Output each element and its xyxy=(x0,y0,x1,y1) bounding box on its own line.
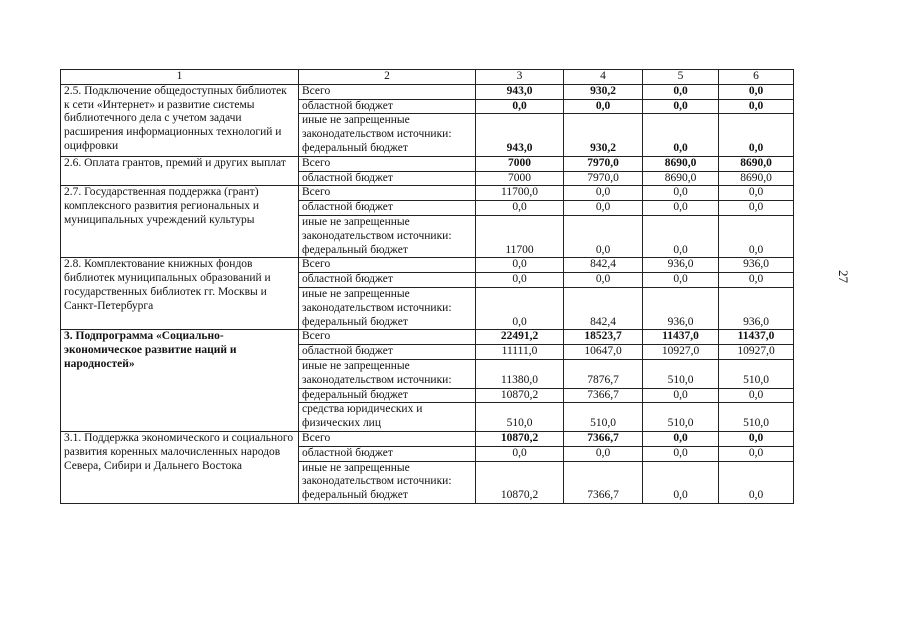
funding-source-line: областной бюджет xyxy=(302,446,393,459)
amount-cell: 0,0 xyxy=(476,446,564,461)
funding-source-line: областной бюджет xyxy=(302,201,393,214)
amount-cell: 0,0 xyxy=(719,388,794,403)
amount-cell: 510,0 xyxy=(643,359,719,388)
funding-source xyxy=(299,84,476,99)
amount-cell: 0,0 xyxy=(719,215,794,257)
amount-cell: 0,0 xyxy=(643,461,719,503)
funding-source xyxy=(299,388,476,403)
amount-cell: 7000 xyxy=(476,171,564,186)
amount-cell: 0,0 xyxy=(476,99,564,114)
header-cell: 3 xyxy=(476,70,564,85)
measure-name: 2.5. Подключение общедоступных библиотек к сети «Интернет» и развитие системы библиотечного дела с учетом задачи расширения информационных технологий и оцифровки xyxy=(61,84,299,156)
amount-cell: 10647,0 xyxy=(564,345,643,360)
funding-source-line: Всего xyxy=(302,431,331,444)
amount-cell: 510,0 xyxy=(719,359,794,388)
table-row xyxy=(61,258,794,273)
table-row xyxy=(61,186,794,201)
amount-cell: 510,0 xyxy=(564,403,643,432)
funding-source xyxy=(299,431,476,446)
amount-cell: 7366,7 xyxy=(564,388,643,403)
amount-cell: 842,4 xyxy=(564,287,643,329)
amount-cell: 0,0 xyxy=(643,431,719,446)
amount-cell: 943,0 xyxy=(476,84,564,99)
amount-cell: 510,0 xyxy=(719,403,794,432)
table-row xyxy=(61,156,794,171)
funding-source-line: федеральный бюджет xyxy=(302,388,408,401)
measure-name: 2.6. Оплата грантов, премий и других выплат xyxy=(61,156,299,186)
amount-cell: 510,0 xyxy=(476,403,564,432)
amount-cell: 0,0 xyxy=(643,388,719,403)
funding-source xyxy=(299,330,476,345)
amount-cell: 7366,7 xyxy=(564,461,643,503)
funding-source-line: иные не запрещенные xyxy=(302,461,410,474)
funding-source xyxy=(299,171,476,186)
amount-cell: 7366,7 xyxy=(564,431,643,446)
amount-cell: 936,0 xyxy=(643,258,719,273)
amount-cell: 0,0 xyxy=(643,186,719,201)
table-row xyxy=(61,330,794,345)
amount-cell: 0,0 xyxy=(719,84,794,99)
measure-name: 2.8. Комплектование книжных фондов библиотек муниципальных образований и государственных библиотек гг. Москвы и Санкт-Петербурга xyxy=(61,258,299,330)
amount-cell: 0,0 xyxy=(564,215,643,257)
amount-cell: 7876,7 xyxy=(564,359,643,388)
amount-cell: 0,0 xyxy=(719,446,794,461)
amount-cell: 0,0 xyxy=(643,215,719,257)
amount-cell: 0,0 xyxy=(564,186,643,201)
measure-name: 3. Подпрограмма «Социально-экономическое развитие наций и народностей» xyxy=(61,330,299,432)
amount-cell: 10927,0 xyxy=(643,345,719,360)
funding-source xyxy=(299,461,476,503)
funding-source xyxy=(299,156,476,171)
header-cell: 5 xyxy=(643,70,719,85)
funding-source-line: областной бюджет xyxy=(302,171,393,184)
funding-source xyxy=(299,345,476,360)
funding-source-line: законодательством источники: xyxy=(302,373,452,386)
amount-cell: 7970,0 xyxy=(564,156,643,171)
table-row xyxy=(61,431,794,446)
funding-source-line: областной бюджет xyxy=(302,99,393,112)
amount-cell: 0,0 xyxy=(719,431,794,446)
funding-source-line: федеральный бюджет xyxy=(302,315,408,328)
amount-cell: 510,0 xyxy=(643,403,719,432)
funding-source-line: физических лиц xyxy=(302,417,381,430)
funding-source-line: Всего xyxy=(302,84,331,97)
amount-cell: 7000 xyxy=(476,156,564,171)
amount-cell: 0,0 xyxy=(564,446,643,461)
funding-source xyxy=(299,446,476,461)
amount-cell: 11437,0 xyxy=(719,330,794,345)
funding-source xyxy=(299,403,476,432)
amount-cell: 842,4 xyxy=(564,258,643,273)
amount-cell: 930,2 xyxy=(564,114,643,156)
amount-cell: 0,0 xyxy=(719,461,794,503)
measure-name: 3.1. Поддержка экономического и социального развития коренных малочисленных народов Севера, Сибири и Дальнего Востока xyxy=(61,431,299,503)
amount-cell: 11700 xyxy=(476,215,564,257)
funding-source-line: законодательством источники: xyxy=(302,475,452,488)
funding-source-line: законодательством источники: xyxy=(302,229,452,242)
funding-source-line: областной бюджет xyxy=(302,273,393,286)
amount-cell: 0,0 xyxy=(719,273,794,288)
funding-source xyxy=(299,287,476,329)
amount-cell: 0,0 xyxy=(643,84,719,99)
amount-cell: 8690,0 xyxy=(643,171,719,186)
funding-source-line: Всего xyxy=(302,258,331,271)
funding-source xyxy=(299,99,476,114)
funding-source-line: иные не запрещенные xyxy=(302,114,410,127)
amount-cell: 0,0 xyxy=(476,201,564,216)
amount-cell: 0,0 xyxy=(643,446,719,461)
funding-source xyxy=(299,359,476,388)
budget-table-body xyxy=(61,70,794,504)
amount-cell: 0,0 xyxy=(643,201,719,216)
amount-cell: 0,0 xyxy=(564,273,643,288)
funding-source xyxy=(299,201,476,216)
amount-cell: 7970,0 xyxy=(564,171,643,186)
measure-name: 2.7. Государственная поддержка (грант) комплексного развития региональных и муниципальных учреждений культуры xyxy=(61,186,299,258)
amount-cell: 0,0 xyxy=(719,99,794,114)
funding-source xyxy=(299,215,476,257)
amount-cell: 8690,0 xyxy=(719,171,794,186)
amount-cell: 10870,2 xyxy=(476,461,564,503)
amount-cell: 0,0 xyxy=(719,201,794,216)
amount-cell: 10927,0 xyxy=(719,345,794,360)
funding-source-line: Всего xyxy=(302,156,331,169)
page-number: 27 xyxy=(836,270,851,283)
header-cell: 4 xyxy=(564,70,643,85)
amount-cell: 11437,0 xyxy=(643,330,719,345)
header-row xyxy=(61,70,794,85)
amount-cell: 0,0 xyxy=(476,273,564,288)
amount-cell: 10870,2 xyxy=(476,431,564,446)
amount-cell: 0,0 xyxy=(643,99,719,114)
funding-source-line: Всего xyxy=(302,330,331,343)
funding-source-line: законодательством источники: xyxy=(302,128,452,141)
amount-cell: 11700,0 xyxy=(476,186,564,201)
funding-source-line: федеральный бюджет xyxy=(302,243,408,256)
amount-cell: 11111,0 xyxy=(476,345,564,360)
table-row xyxy=(61,84,794,99)
amount-cell: 8690,0 xyxy=(643,156,719,171)
amount-cell: 18523,7 xyxy=(564,330,643,345)
amount-cell: 943,0 xyxy=(476,114,564,156)
amount-cell: 0,0 xyxy=(643,273,719,288)
amount-cell: 0,0 xyxy=(719,114,794,156)
amount-cell: 10870,2 xyxy=(476,388,564,403)
amount-cell: 0,0 xyxy=(476,287,564,329)
budget-table xyxy=(60,69,794,504)
amount-cell: 936,0 xyxy=(643,287,719,329)
amount-cell: 936,0 xyxy=(719,287,794,329)
funding-source-line: федеральный бюджет xyxy=(302,489,408,502)
funding-source xyxy=(299,114,476,156)
amount-cell: 0,0 xyxy=(643,114,719,156)
funding-source-line: иные не запрещенные xyxy=(302,215,410,228)
amount-cell: 22491,2 xyxy=(476,330,564,345)
amount-cell: 0,0 xyxy=(564,201,643,216)
header-cell: 2 xyxy=(299,70,476,85)
funding-source xyxy=(299,186,476,201)
funding-source-line: средства юридических и xyxy=(302,403,423,416)
funding-source-line: федеральный бюджет xyxy=(302,141,408,154)
amount-cell: 0,0 xyxy=(719,186,794,201)
amount-cell: 0,0 xyxy=(476,258,564,273)
amount-cell: 8690,0 xyxy=(719,156,794,171)
funding-source xyxy=(299,258,476,273)
funding-source-line: законодательством источники: xyxy=(302,301,452,314)
amount-cell: 0,0 xyxy=(564,99,643,114)
amount-cell: 930,2 xyxy=(564,84,643,99)
header-cell: 1 xyxy=(61,70,299,85)
funding-source-line: иные не запрещенные xyxy=(302,359,410,372)
amount-cell: 936,0 xyxy=(719,258,794,273)
header-cell: 6 xyxy=(719,70,794,85)
amount-cell: 11380,0 xyxy=(476,359,564,388)
funding-source-line: иные не запрещенные xyxy=(302,287,410,300)
funding-source-line: Всего xyxy=(302,186,331,199)
funding-source xyxy=(299,273,476,288)
funding-source-line: областной бюджет xyxy=(302,345,393,358)
